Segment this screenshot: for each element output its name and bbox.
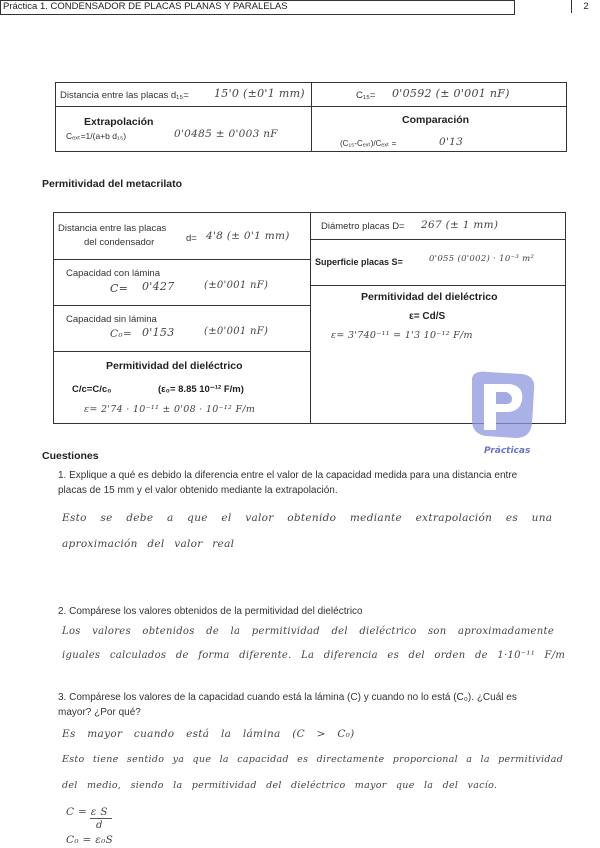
extrapolation-cell	[56, 107, 311, 152]
comparison-formula: (C₁₅-Cₑₓₜ)/Cₑₓₜ =	[340, 139, 397, 148]
capacity-without-label: Capacidad sin lámina	[66, 314, 157, 325]
capacity-with-value: 0'427	[142, 280, 175, 293]
question-1-line-1: 1. Explique a qué es debido la diferencia entre el valor de la capacidad medida para una distancia entre	[58, 470, 518, 481]
formula-c0: C₀ = ε₀S	[66, 834, 114, 846]
capacity-without-row	[54, 306, 310, 351]
extrapolation-formula: Cₑₓₜ=1/(a+b d₁₅)	[66, 131, 127, 141]
stamp-label: Prácticas	[484, 446, 531, 456]
c15-cell	[312, 83, 567, 106]
capacity-with-row	[54, 260, 310, 305]
answer-3-line-1: Es mayor cuando está la lámina (C > C₀)	[62, 728, 355, 740]
distance-value: 4'8 (± 0'1 mm)	[206, 230, 290, 242]
answer-2-line-2: iguales calculados de forma diferente. La diferencia es del orden de 1·10⁻¹¹ F/m	[62, 650, 566, 661]
answer-3-line-2: Esto tiene sentido ya que la capacidad es directamente proporcional a la permitividad	[62, 754, 564, 765]
formula-c-numerator: C = ε S	[66, 806, 108, 818]
fraction-bar	[90, 818, 112, 819]
c15-label: C₁₅=	[356, 90, 376, 101]
questions-title: Cuestiones	[42, 450, 99, 462]
permittivity-left-title: Permitividad del dieléctrico	[106, 360, 243, 372]
permittivity-left-formula: C/c=C/c₀	[72, 384, 112, 395]
diameter-label: Diámetro placas D=	[321, 221, 405, 232]
permittivity-right-formula: ε= Cd/S	[409, 311, 446, 322]
page-number: 2	[571, 0, 600, 13]
formula-c-denominator: d	[96, 820, 103, 831]
capacity-without-symbol: C₀=	[110, 328, 132, 340]
answer-1-line-1: Esto se debe a que el valor obtenido mediante extrapolación es una	[62, 512, 553, 524]
distance-label: Distancia entre las placas d₁₅=	[60, 90, 189, 101]
practicas-stamp	[466, 368, 542, 460]
diameter-value: 267 (± 1 mm)	[421, 219, 499, 231]
table-capacity-extrapolation	[55, 82, 567, 152]
extrapolation-title: Extrapolación	[84, 116, 154, 128]
c15-value: 0'0592 (± 0'001 nF)	[392, 87, 510, 100]
page-header	[0, 0, 589, 15]
comparison-cell	[312, 107, 567, 152]
comparison-value: 0'13	[439, 136, 464, 148]
extrapolation-value: 0'0485 ± 0'003 nF	[174, 128, 278, 140]
permittivity-left-cell	[54, 352, 310, 423]
distance-row	[54, 213, 310, 259]
distance-label-2: del condensador	[84, 237, 155, 248]
question-2-line-1: 2. Compárese los valores obtenidos de la permitividad del dieléctrico	[58, 606, 363, 617]
comparison-title: Comparación	[402, 114, 470, 126]
surface-row	[311, 240, 566, 285]
question-1-line-2: placas de 15 mm y el valor obtenido mediante la extrapolación.	[58, 485, 338, 496]
header-title: Práctica 1. CONDENSADOR DE PLACAS PLANAS Y PARALELAS	[3, 1, 288, 12]
answer-3-line-3: del medio, siendo la permitividad del dieléctrico mayor que la del vacío.	[62, 780, 498, 791]
vacuum-permittivity: (ε₀= 8.85 10⁻¹² F/m)	[158, 384, 244, 395]
permittivity-right-title: Permitividad del dieléctrico	[361, 291, 498, 303]
distance-symbol: d=	[186, 233, 197, 244]
answer-2-line-1: Los valores obtenidos de la permitividad del dieléctrico son aproximadamente	[62, 626, 555, 637]
distance-cell	[56, 83, 311, 106]
permittivity-right-cell	[311, 286, 566, 356]
permittivity-left-value: ε= 2'74 · 10⁻¹¹ ± 0'08 · 10⁻¹² F/m	[84, 404, 256, 415]
question-3-line-1: 3. Compárese los valores de la capacidad cuando está la lámina (C) y cuando no lo está (C₀). ¿Cuál es	[58, 692, 517, 703]
capacity-with-symbol: C=	[110, 282, 129, 295]
distance-value: 15'0 (±0'1 mm)	[214, 87, 305, 100]
answer-1-line-2: aproximación del valor real	[62, 538, 235, 550]
stamp-logo-icon	[466, 368, 542, 446]
capacity-with-label: Capacidad con lámina	[66, 268, 161, 279]
permittivity-right-value: ε= 3'740⁻¹¹ = 1'3 10⁻¹² F/m	[331, 330, 473, 341]
distance-label-1: Distancia entre las placas	[58, 223, 167, 234]
question-3-line-2: mayor? ¿Por qué?	[58, 707, 141, 718]
section-title: Permitividad del metacrilato	[42, 178, 183, 190]
surface-value: 0'055 (0'002) · 10⁻³ m²	[429, 254, 535, 264]
surface-label: Superficie placas S=	[315, 257, 403, 267]
capacity-without-error: (±0'001 nF)	[204, 326, 269, 337]
diameter-row	[311, 213, 566, 239]
capacity-with-error: (±0'001 nF)	[204, 280, 269, 291]
capacity-without-value: 0'153	[142, 326, 175, 339]
